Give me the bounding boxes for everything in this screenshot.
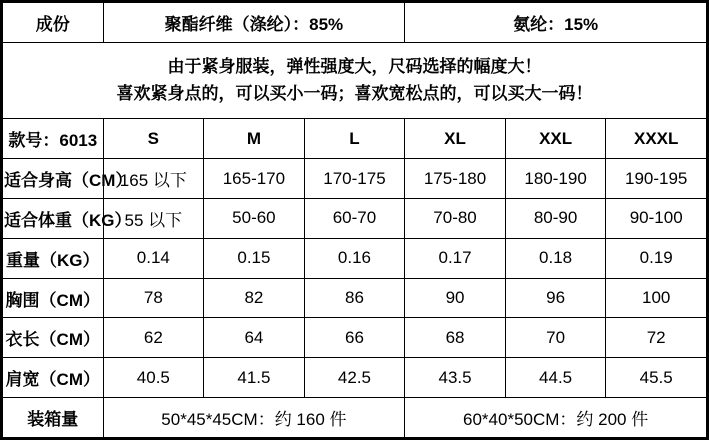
- ingredient-secondary-value: 氨纶：15%: [405, 3, 707, 43]
- row-label-weight-fit: 适合体重（KG）: [3, 199, 104, 239]
- notice-line-1: 由于紧身服装，弹性强度大，尺码选择的幅度大！: [167, 57, 542, 77]
- notice-line-2: 喜欢紧身点的，可以买小一码；喜欢宽松点的，可以买大一码！: [116, 83, 593, 103]
- size-header-l: L: [304, 119, 405, 159]
- packing-left-value: 50*45*45CM：约 160 件: [103, 398, 405, 438]
- cell-bust-s: 78: [103, 278, 204, 318]
- row-label-shoulder: 肩宽（CM）: [3, 358, 104, 398]
- cell-bust-l: 86: [304, 278, 405, 318]
- packing-row: [3, 398, 707, 438]
- size-header-xxl: XXL: [505, 119, 606, 159]
- size-header-s: S: [103, 119, 204, 159]
- cell-bust-xxl: 96: [505, 278, 606, 318]
- size-header-row: [3, 119, 707, 159]
- cell-height-m: 165-170: [204, 159, 305, 199]
- table-row: [3, 318, 707, 358]
- ingredient-main-value: 聚酯纤维（涤纶）：85%: [103, 3, 405, 43]
- cell-shoulder-xxl: 44.5: [505, 358, 606, 398]
- row-label-item-weight: 重量（KG）: [3, 238, 104, 278]
- size-header-m: M: [204, 119, 305, 159]
- cell-shoulder-l: 42.5: [304, 358, 405, 398]
- cell-weight-fit-m: 50-60: [204, 199, 305, 239]
- table-row: [3, 238, 707, 278]
- cell-item-weight-s: 0.14: [103, 238, 204, 278]
- cell-bust-xxxl: 100: [606, 278, 707, 318]
- row-label-height: 适合身高（CM）: [3, 159, 104, 199]
- size-header-xl: XL: [405, 119, 506, 159]
- cell-shoulder-xl: 43.5: [405, 358, 506, 398]
- packing-right-value: 60*40*50CM：约 200 件: [405, 398, 707, 438]
- packing-label: 装箱量: [3, 398, 104, 438]
- cell-weight-fit-s: 55 以下: [103, 199, 204, 239]
- ingredient-label: 成份: [3, 3, 104, 43]
- size-chart-table: [2, 2, 707, 438]
- table-row: [3, 278, 707, 318]
- row-label-length: 衣长（CM）: [3, 318, 104, 358]
- cell-shoulder-s: 40.5: [103, 358, 204, 398]
- cell-item-weight-xxl: 0.18: [505, 238, 606, 278]
- row-label-bust: 胸围（CM）: [3, 278, 104, 318]
- cell-shoulder-m: 41.5: [204, 358, 305, 398]
- cell-height-s: 165 以下: [103, 159, 204, 199]
- notice-text: [3, 42, 707, 119]
- notice-row: [3, 42, 707, 119]
- cell-bust-m: 82: [204, 278, 305, 318]
- size-header-xxxl: XXXL: [606, 119, 707, 159]
- cell-height-xl: 175-180: [405, 159, 506, 199]
- cell-weight-fit-xxl: 80-90: [505, 199, 606, 239]
- cell-length-xl: 68: [405, 318, 506, 358]
- cell-item-weight-xxxl: 0.19: [606, 238, 707, 278]
- ingredient-row: [3, 3, 707, 43]
- table-row: [3, 199, 707, 239]
- cell-weight-fit-xxxl: 90-100: [606, 199, 707, 239]
- cell-length-xxxl: 72: [606, 318, 707, 358]
- cell-length-s: 62: [103, 318, 204, 358]
- cell-length-xxl: 70: [505, 318, 606, 358]
- cell-height-l: 170-175: [304, 159, 405, 199]
- cell-height-xxxl: 190-195: [606, 159, 707, 199]
- cell-weight-fit-l: 60-70: [304, 199, 405, 239]
- cell-item-weight-l: 0.16: [304, 238, 405, 278]
- cell-length-l: 66: [304, 318, 405, 358]
- model-number: 款号：6013: [3, 119, 104, 159]
- cell-bust-xl: 90: [405, 278, 506, 318]
- cell-length-m: 64: [204, 318, 305, 358]
- cell-shoulder-xxxl: 45.5: [606, 358, 707, 398]
- cell-height-xxl: 180-190: [505, 159, 606, 199]
- cell-item-weight-xl: 0.17: [405, 238, 506, 278]
- table-row: [3, 358, 707, 398]
- cell-weight-fit-xl: 70-80: [405, 199, 506, 239]
- cell-item-weight-m: 0.15: [204, 238, 305, 278]
- table-row: [3, 159, 707, 199]
